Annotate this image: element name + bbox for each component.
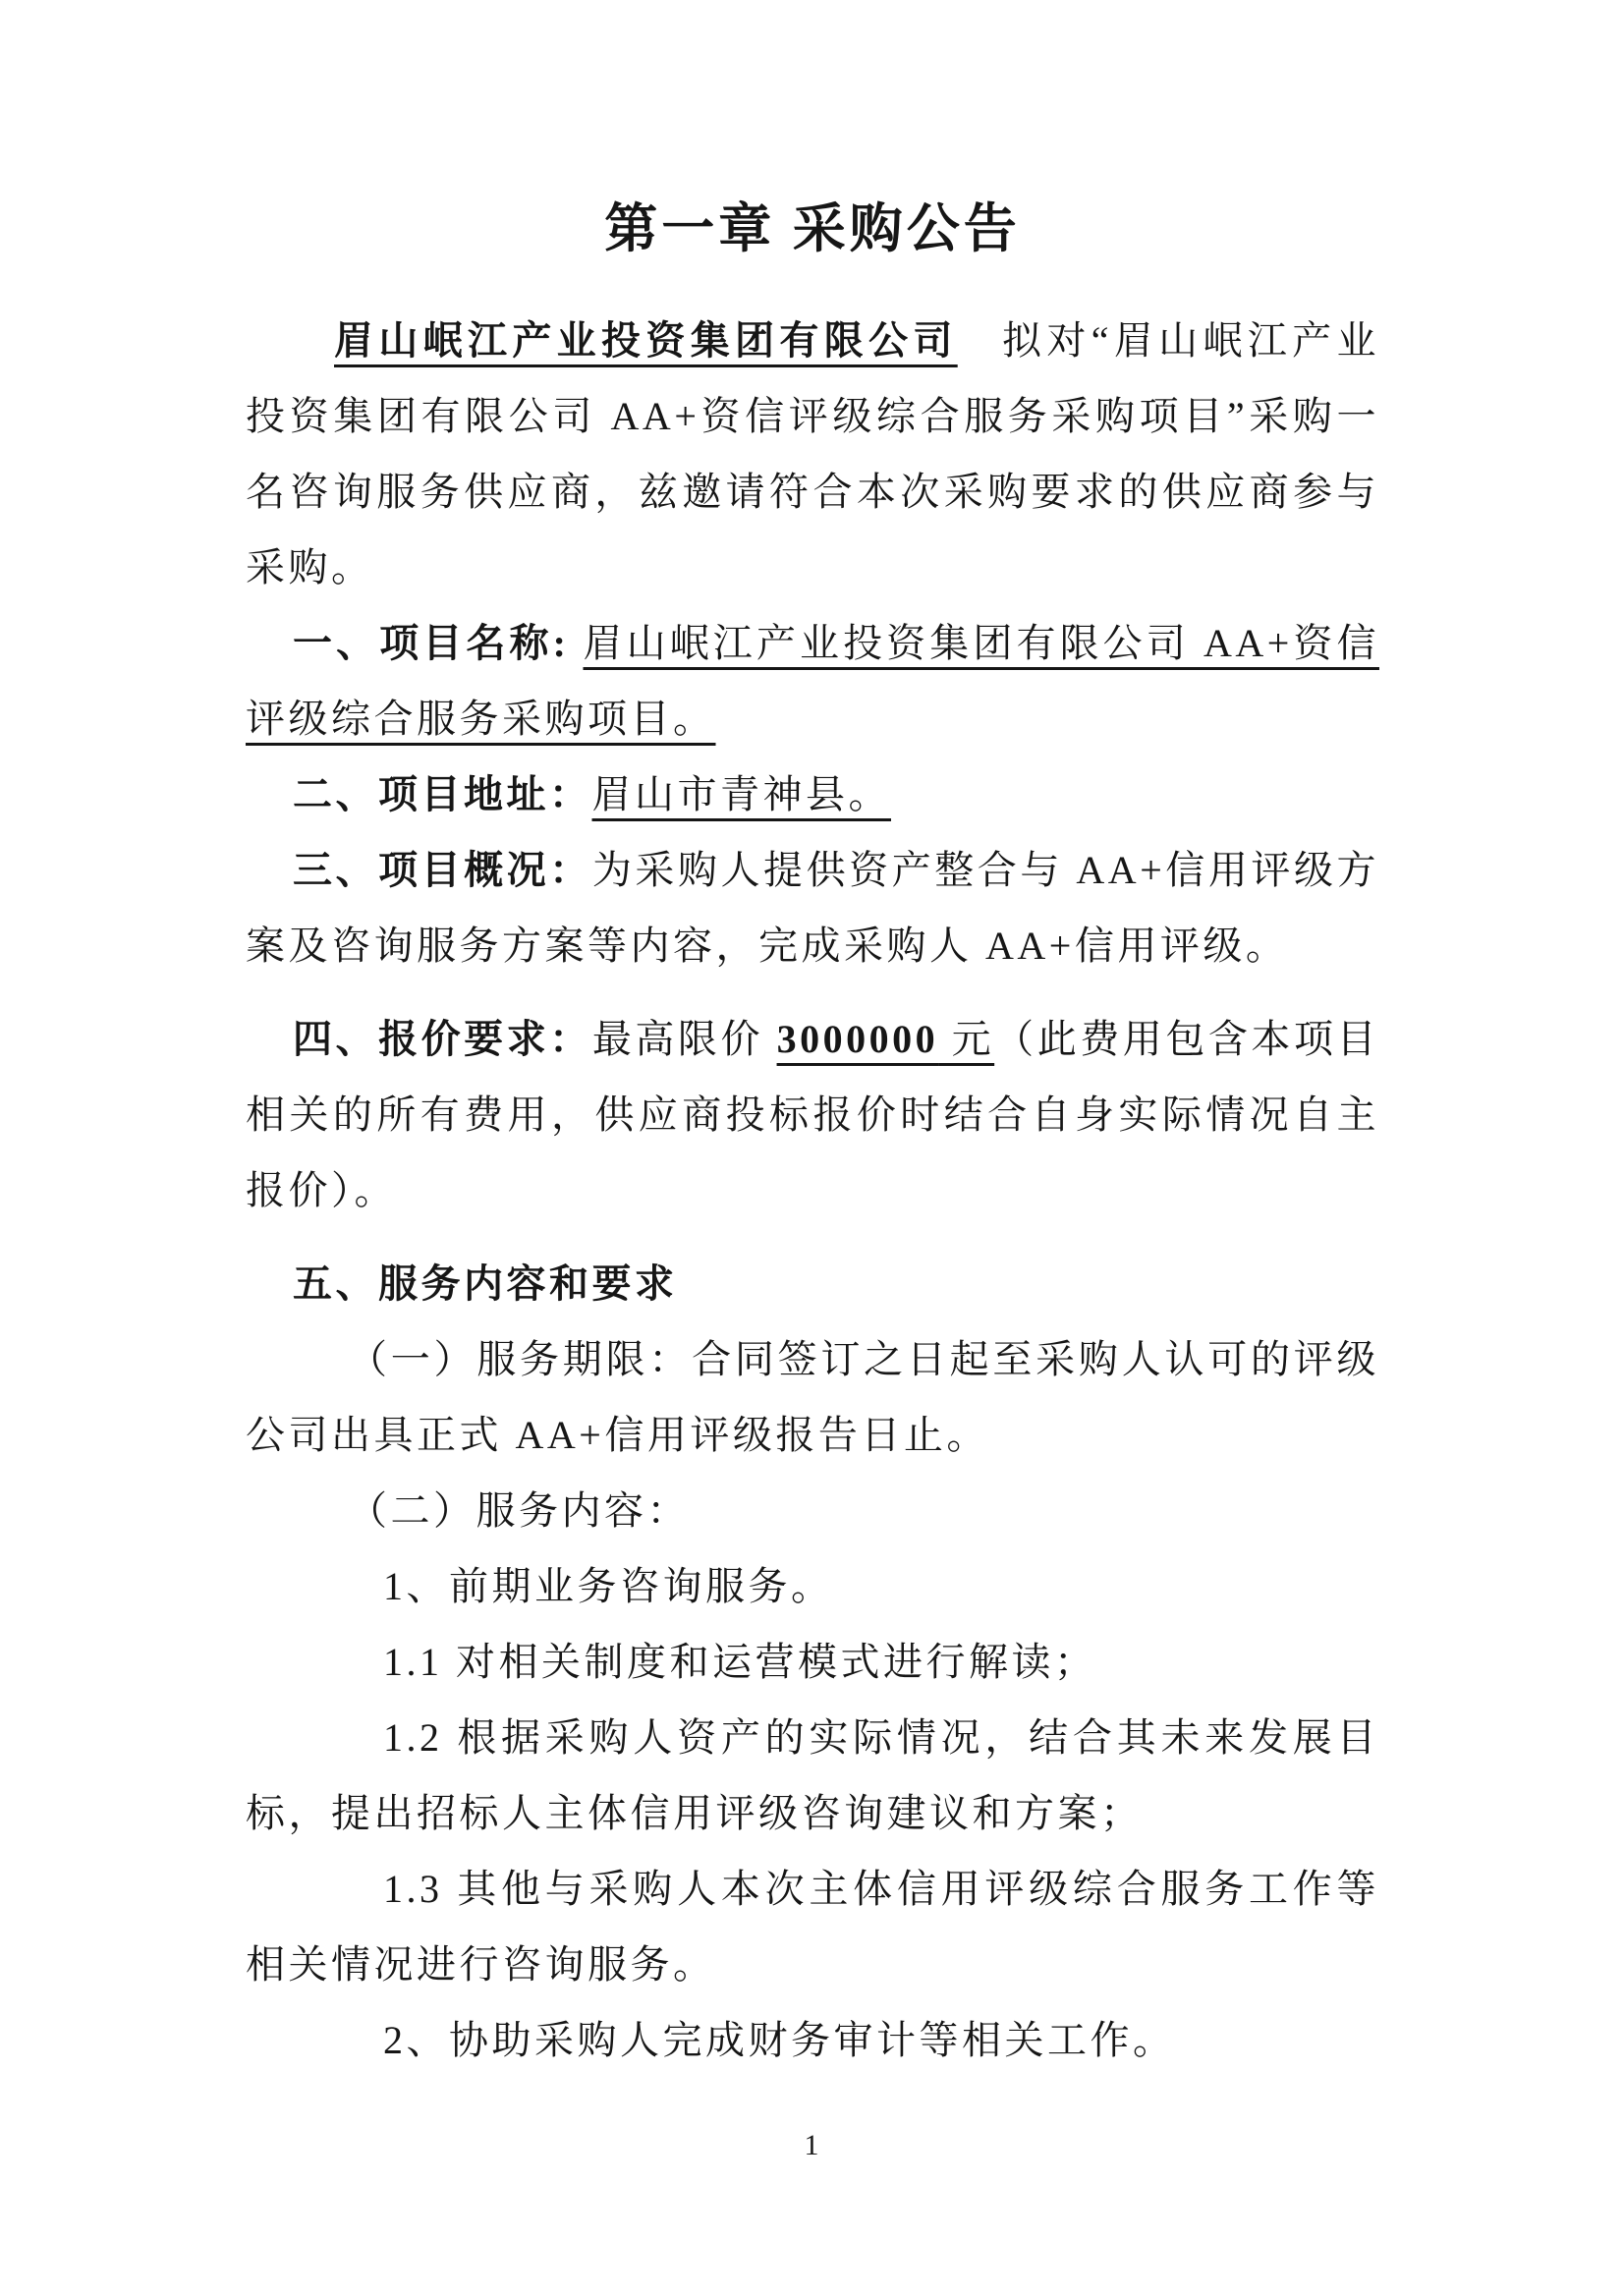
intro-text: 拟对“眉山岷江产业投资集团有限公司 AA+资信评级综合服务采购项目”采购一名咨询服务供应商，兹邀请符合本次采购要求的供应商参与采购。	[246, 318, 1379, 589]
item-1-value-underlined: 眉山岷江产业投资集团有限公司 AA+资信评级综合服务采购项目。	[246, 621, 1379, 741]
page-number: 1	[804, 2129, 819, 2161]
sub-2-text: （二）服务内容：	[348, 1488, 690, 1533]
item-2-value-underlined: 眉山市青神县。	[591, 772, 891, 816]
item-5-service-content-heading	[246, 1246, 1379, 1321]
service-point-1-text: 1、前期业务咨询服务。	[383, 1564, 834, 1608]
item-1-label: 一、项目名称:	[293, 621, 584, 665]
service-point-2-text: 2、协助采购人完成财务审计等相关工作。	[383, 2018, 1176, 2062]
service-point-1-2	[246, 1700, 1379, 1851]
sub-1-text: （一）服务期限：合同签订之日起至采购人认可的评级公司出具正式 AA+信用评级报告日止。	[246, 1337, 1379, 1457]
service-point-1-3	[246, 1851, 1379, 2002]
item-4-label: 四、报价要求：	[293, 1017, 592, 1061]
sub-2-service-content	[246, 1473, 1379, 1548]
item-5-label: 五、服务内容和要求	[293, 1261, 678, 1306]
service-point-1-2-text: 1.2 根据采购人资产的实际情况，结合其未来发展目标，提出招标人主体信用评级咨询建议和方案；	[246, 1715, 1379, 1835]
item-2-label: 二、项目地址：	[293, 772, 592, 816]
purchaser-name-underlined: 眉山岷江产业投资集团有限公司	[334, 318, 958, 363]
item-3-label: 三、项目概况：	[293, 848, 592, 892]
service-point-1	[246, 1548, 1379, 1624]
item-4-price-requirement	[246, 1001, 1379, 1228]
item-3-project-overview	[246, 832, 1379, 983]
intro-paragraph	[246, 303, 1379, 605]
item-4-text-before: 最高限价	[591, 1017, 777, 1061]
service-point-2	[246, 2002, 1379, 2078]
service-point-1-1	[246, 1624, 1379, 1700]
price-unit: 元	[938, 1017, 995, 1061]
price-limit-value: 3000000	[776, 1017, 939, 1061]
item-1-project-name	[246, 605, 1379, 756]
item-2-project-address	[246, 756, 1379, 832]
service-point-1-1-text: 1.1 对相关制度和运营模式进行解读；	[383, 1640, 1097, 1684]
item-4-text-after: （此费用包含本项目相关的所有费用，供应商投标报价时结合自身实际情况自主报价）。	[246, 1017, 1380, 1212]
service-point-1-3-text: 1.3 其他与采购人本次主体信用评级综合服务工作等相关情况进行咨询服务。	[246, 1867, 1379, 1987]
sub-1-service-period	[246, 1321, 1379, 1473]
item-3-text: 为采购人提供资产整合与 AA+信用评级方案及咨询服务方案等内容，完成采购人 AA+信用评级。	[246, 848, 1379, 968]
page-title: 第一章 采购公告	[604, 199, 1021, 258]
